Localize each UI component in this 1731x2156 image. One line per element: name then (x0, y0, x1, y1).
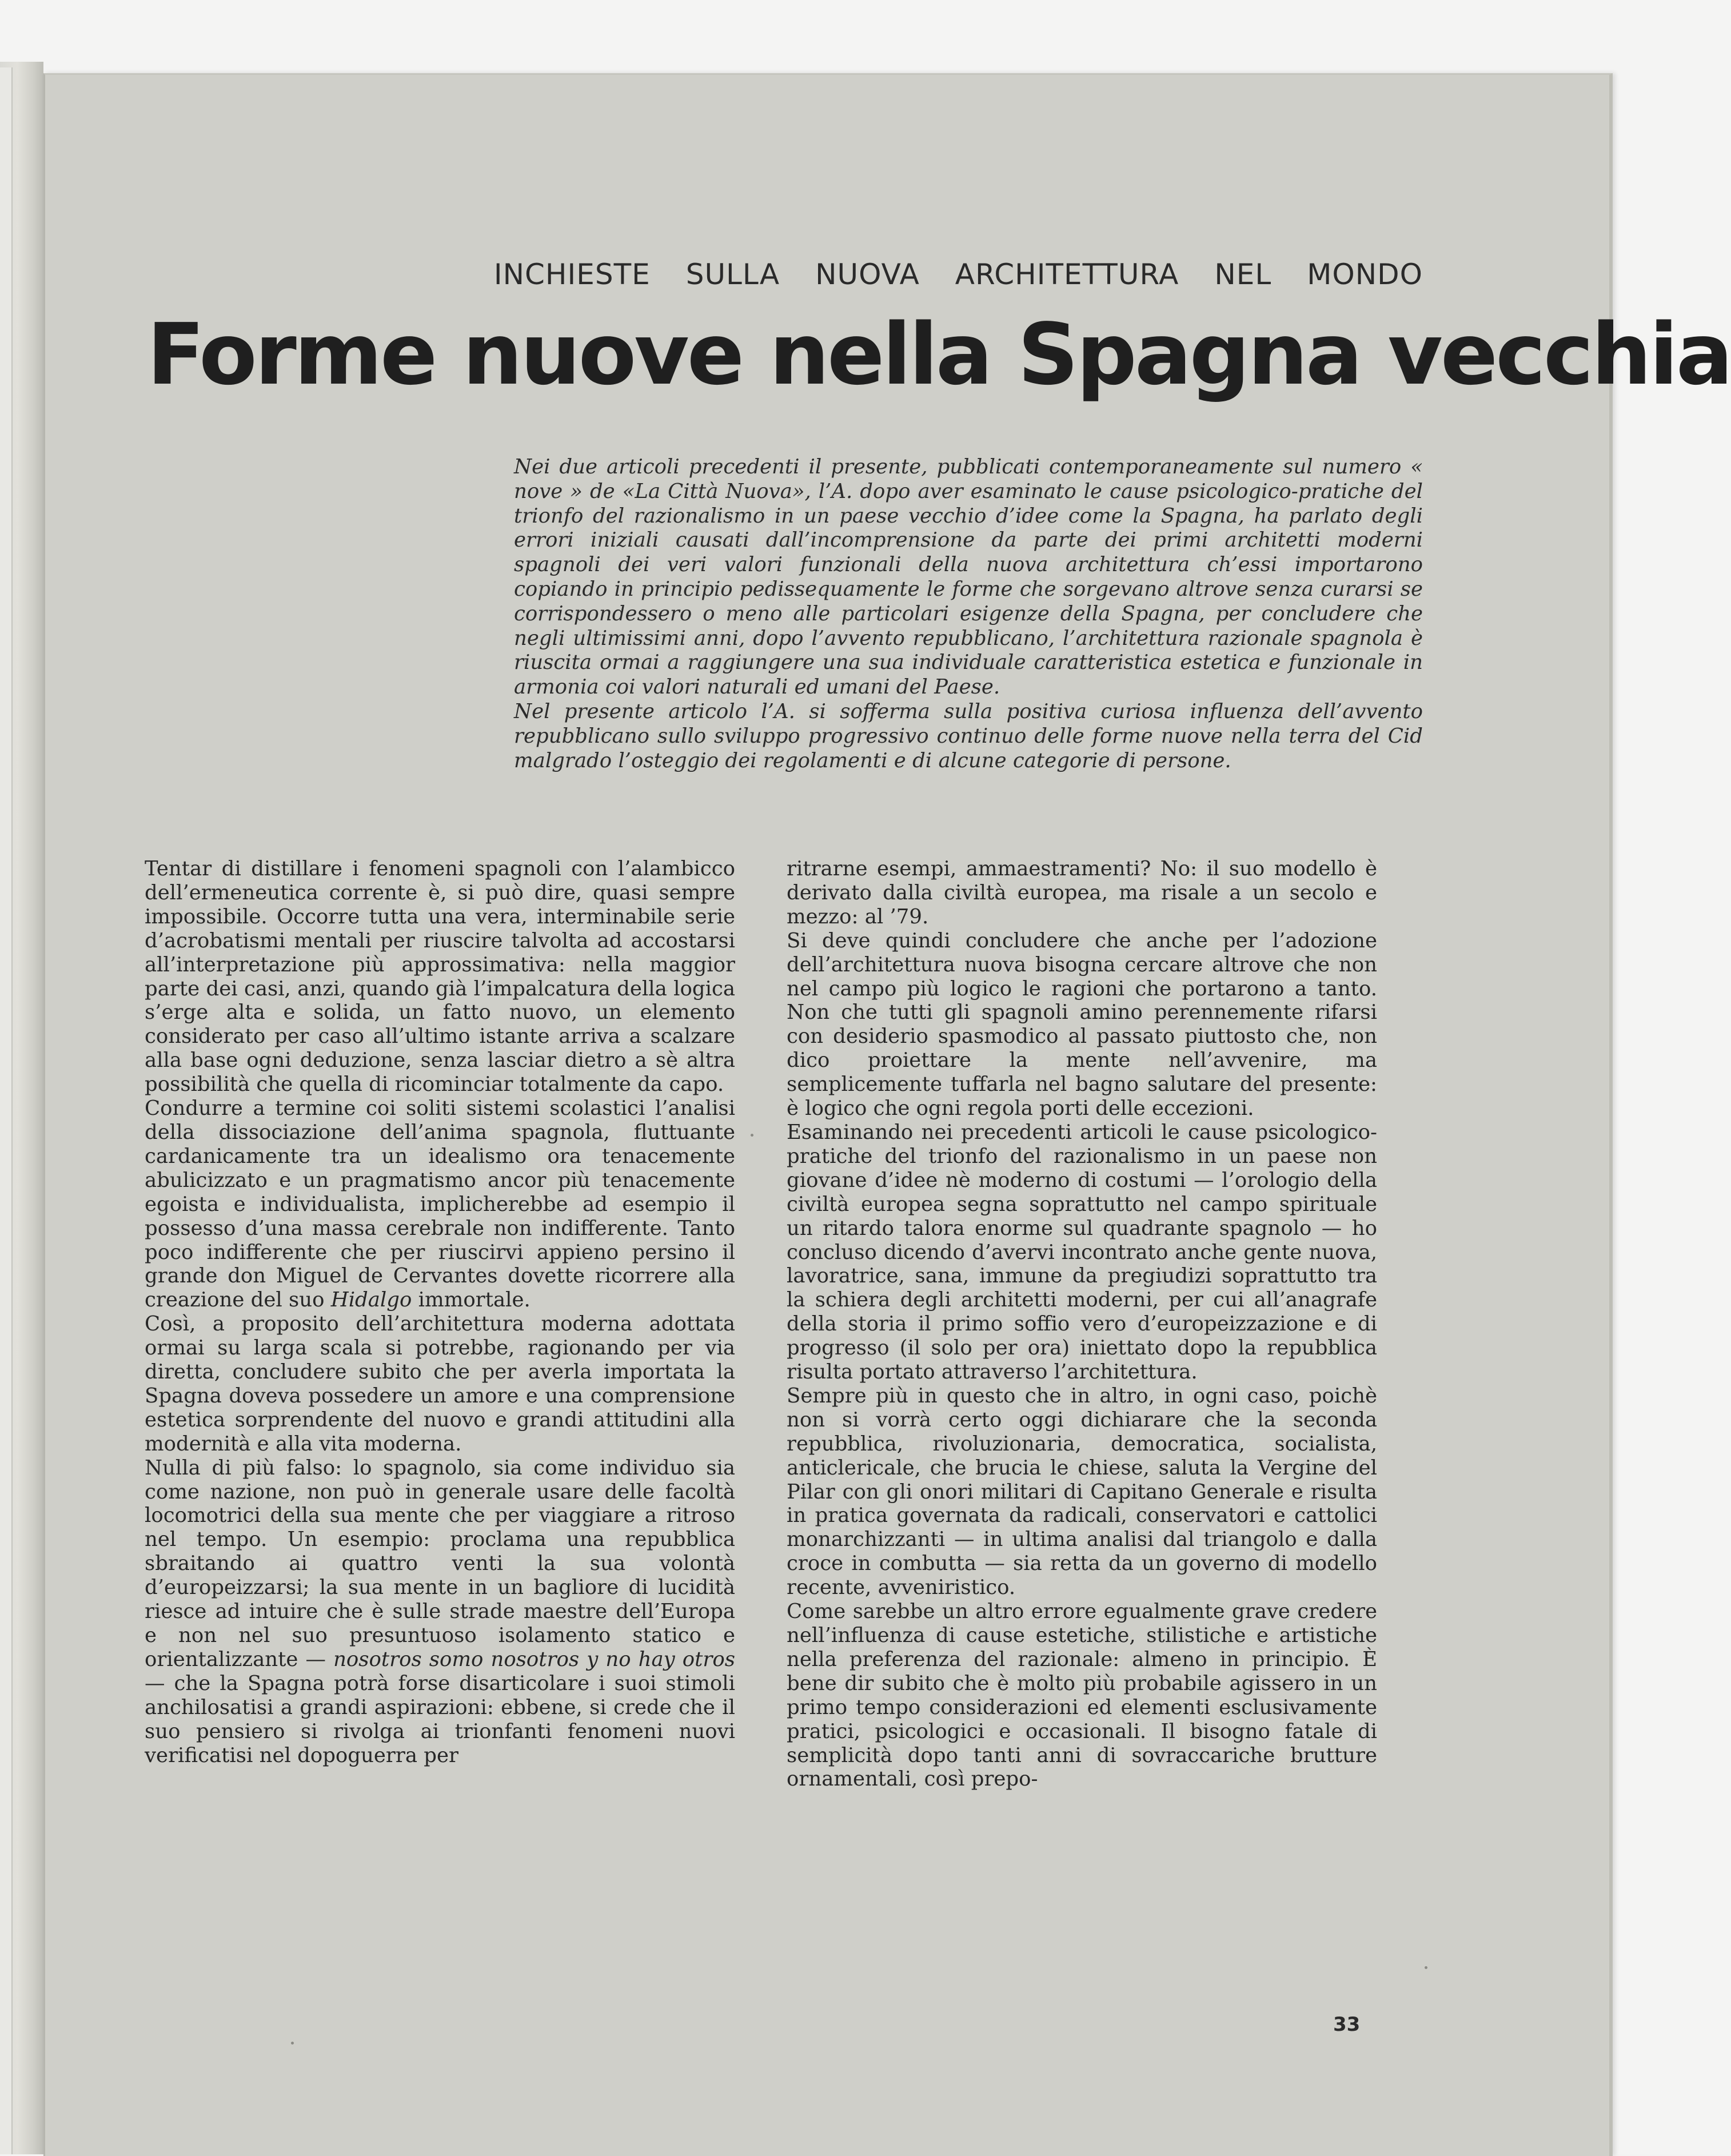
body-paragraph (787, 857, 1377, 929)
kicker-word: NEL (1214, 258, 1272, 291)
kicker-word: ARCHITETTURA (955, 258, 1179, 291)
print-speck (751, 1134, 753, 1137)
body-column-left (145, 857, 735, 1767)
body-paragraph (145, 1456, 735, 1768)
kicker-word: SULLA (685, 258, 780, 291)
facing-page-edge (0, 67, 13, 2154)
magazine-page (43, 73, 1731, 2156)
intro-paragraph: Nel presente articolo l’A. si sofferma sulla positiva curiosa influenza dell’avvento repubblicano sullo sviluppo progressivo continuo delle forme nuove nella terra del Cid malgrado l’osteggio dei regolamenti e di alcune categorie di persone. (514, 699, 1423, 772)
text-run: Esaminando nei precedenti articoli le cause psicologico-pratiche del trionfo del razionalismo in un paese non giovane d’idee nè moderno di costumi — l’orologio della civiltà europea segna soprattutto nel campo spirituale un ritardo talora enorme sul quadrante spagnolo — ho concluso dicendo d’avervi incontrato anche gente nuova, lavoratrice, sana, immune da pregiudizi soprattutto tra la schiera degli architetti moderni, per cui all’anagrafe della storia il primo soffio vero d’europeizzazione e di progresso (il solo per ora) iniettato dopo la repubblica risulta portato attraverso l’architettura. (787, 1120, 1377, 1384)
print-speck (291, 2042, 294, 2045)
italic-text: nosotros somo nosotros y no hay otros (333, 1647, 735, 1671)
body-column-right (787, 857, 1377, 1791)
text-run: Come sarebbe un altro errore egualmente grave credere nell’influenza di cause estetiche, stilistiche e artistiche nella preferenza del razionale: almeno in principio. È bene dir subito che è molto più probabile agissero in un primo tempo considerazioni ed elementi esclusivamente pratici, psicologici e occasionali. Il bisogno fatale di semplicità dopo tanti anni di sovraccariche brutture ornamentali, così prepo- (787, 1600, 1377, 1791)
section-kicker (142, 258, 1423, 291)
kicker-word: NUOVA (815, 258, 920, 291)
text-run: — che la Spagna potrà forse disarticolare i suoi stimoli anchilosatisi a grandi aspirazioni: ebbene, si crede che il suo pensiero si rivolga ai trionfanti fenomeni nuovi verificatisi nel dopoguerra per (145, 1671, 735, 1767)
kicker-word: INCHIESTE (493, 258, 651, 291)
kicker-word: MONDO (1307, 258, 1423, 291)
body-paragraph (787, 1121, 1377, 1384)
text-run: Così, a proposito dell’architettura moderna adottata ormai su larga scala si potrebbe, ragionando per via diretta, concludere subito che per averla importata la Spagna doveva possedere un amore e una comprensione estetica sorprendente del nuovo e grandi attitudini alla modernità e alla vita moderna. (145, 1312, 735, 1456)
text-run: Tentar di distillare i fenomeni spagnoli con l’alambicco dell’ermeneutica corrente è, si può dire, quasi sempre impossibile. Occorre tutta una vera, interminabile serie d’acrobatismi mentali per riuscire talvolta ad accostarsi all’interpretazione più approssimativa: nella maggior parte dei casi, anzi, quando già l’impalcatura della logica s’erge alta e solida, un fatto nuovo, un elemento considerato per caso all’ultimo istante arriva a scalzare alla base ogni deduzione, senza lasciar dietro a sè altra possibilità che quella di ricominciar totalmente da capo. (145, 857, 735, 1097)
intro-paragraph: Nei due articoli precedenti il presente, pubblicati contemporaneamente sul numero « nove » de «La Città Nuova», l’A. dopo aver esaminato le cause psicologico-pratiche del trionfo del razionalismo in un paese vecchio d’idee come la Spagna, ha parlato degli errori iniziali causati dall’incomprensione da parte dei primi architetti moderni spagnoli dei veri valori funzionali della nuova architettura ch’essi importarono copiando in principio pedissequamente le forme che sorgevano altrove senza curarsi se corrispondessero o meno alle particolari esigenze della Spagna, per concludere che negli ultimissimi anni, dopo l’avvento repubblicano, l’architettura razionale spagnola è riuscita ormai a raggiungere una sua individuale caratteristica estetica e funzionale in armonia coi valori naturali ed umani del Paese. (514, 455, 1423, 699)
body-paragraph (787, 1384, 1377, 1600)
body-paragraph (145, 1097, 735, 1312)
intro-abstract (514, 455, 1423, 773)
page-number: 33 (1333, 2013, 1361, 2036)
body-paragraph (787, 1600, 1377, 1791)
text-run: Nulla di più falso: lo spagnolo, sia come individuo sia come nazione, non può in generale usare delle facoltà locomotrici della sua mente che per viaggiare a ritroso nel tempo. Un esempio: proclama una repubblica sbraitando ai quattro venti la sua volontà d’europeizzarsi; la sua mente in un bagliore di lucidità riesce ad intuire che è sulle strade maestre dell’Europa e non nel suo presuntuoso isolamento statico e orientalizzante — (145, 1456, 735, 1671)
italic-text: Hidalgo (330, 1288, 412, 1312)
article-title: Forme nuove nella Spagna vecchia (147, 305, 1731, 404)
body-paragraph (787, 929, 1377, 1121)
print-speck (1425, 1966, 1427, 1969)
text-run: immortale. (412, 1288, 531, 1312)
text-run: Sempre più in questo che in altro, in ogni caso, poichè non si vorrà certo oggi dichiarare che la seconda repubblica, rivoluzionaria, democratica, socialista, anticlericale, che brucia le chiese, saluta la Vergine del Pilar con gli onori militari di Capitano Generale e risulta in pratica governata da radicali, conservatori e cattolici monarchizzanti — in ultima analisi dal triangolo e dalla croce in combutta — sia retta da un governo di modello recente, avveniristico. (787, 1384, 1377, 1600)
text-run: ritrarne esempi, ammaestramenti? No: il suo modello è derivato dalla civiltà europea, ma risale a un secolo e mezzo: al ’79. (787, 857, 1377, 928)
body-paragraph (145, 1312, 735, 1456)
text-run: Condurre a termine coi soliti sistemi scolastici l’analisi della dissociazione dell’anima spagnola, fluttuante cardanicamente tra un idealismo ora tenacemente abulicizzato e un pragmatismo ancor più tenacemente egoista e individualista, implicherebbe ad esempio il possesso d’una massa cerebrale non indifferente. Tanto poco indifferente che per riuscirvi appieno persino il grande don Miguel de Cervantes dovette ricorrere alla creazione del suo (145, 1097, 735, 1312)
text-run: Si deve quindi concludere che anche per l’adozione dell’architettura nuova bisogna cercare altrove che non nel campo più logico le ragioni che portarono a tanto. Non che tutti gli spagnoli amino perennemente rifarsi con desiderio spasmodico al passato piuttosto che, non dico proiettare la mente nell’avvenire, ma semplicemente tuffarla nel bagno salutare del presente: è logico che ogni regola porti delle eccezioni. (787, 928, 1377, 1121)
body-paragraph (145, 857, 735, 1097)
